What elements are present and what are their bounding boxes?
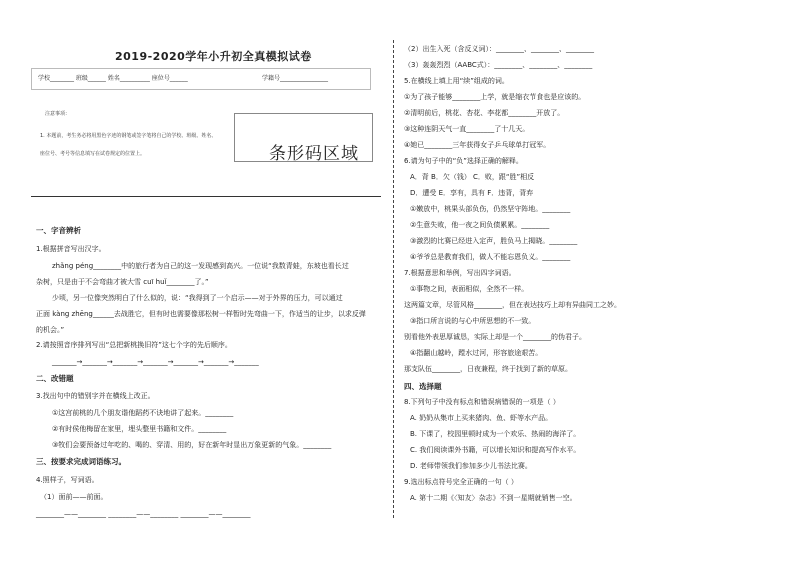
- r-line-1: （2）出生入死（含反义词）：________、________、________: [404, 45, 594, 53]
- q1-line-2: 杂树，只是由于不会弯曲才被大雪 cuī huǐ________了。”: [36, 278, 209, 286]
- q5-prompt: 5.在横线上填上用“续”组成的词。: [404, 77, 509, 85]
- header-divider: [31, 196, 381, 197]
- q7-item-6: 那支队伍________，日夜兼程，终于找到了新的草原。: [404, 365, 572, 373]
- q6-item-1: ①嫩放中，桃果头部负伤，仍然坚守阵地。________: [410, 205, 571, 213]
- r-line-2: （3）轰轰烈烈（AABC式）：________、________、________: [404, 61, 593, 69]
- q8-option-b[interactable]: B. 下课了，校园里顿时成为一个欢乐、热闹的海洋了。: [410, 430, 581, 438]
- q1-prompt: 1.根据拼音写出汉字。: [36, 245, 106, 253]
- q8-option-d[interactable]: D. 老师带领我们参加多少儿书法比赛。: [410, 462, 532, 470]
- q3-prompt: 3.找出句中的错别字并在横线上改正。: [36, 392, 155, 400]
- q5-item-3: ③这种连阴天气一直________了十几天。: [404, 125, 530, 133]
- section-2-heading: 二、改错题: [36, 374, 74, 383]
- section-1-heading: 一、字音辨析: [36, 226, 81, 235]
- barcode-label: 条形码区域: [269, 144, 359, 164]
- q1-line-5: 的机会。”: [36, 326, 65, 334]
- q8-option-a[interactable]: A. 奶奶从集市上买来猪肉、鱼、虾等水产品。: [410, 414, 553, 422]
- q1-line-4: 正面 kàng zhēng______去战胜它，但有时也需要像那松树一样暂时先弯曲一下，作适当的让步，以求反弹: [36, 310, 366, 318]
- exam-number-field: 学籍号________________: [262, 75, 329, 82]
- q6-item-3: ③激烈的比赛已经进入定声，胜负马上揭晓。________: [410, 237, 578, 245]
- q6-item-4: ④爷爷总是教育我们，做人不能忘恩负义。________: [410, 253, 571, 261]
- section-3-heading: 三、按要求完成词语练习。: [36, 457, 126, 466]
- q9-option-a[interactable]: A. 第十二期《〈知友〉杂志》不到一星期就销售一空。: [410, 494, 577, 502]
- column-divider: [393, 40, 394, 518]
- q4-answer-blanks[interactable]: ________——________ ________——________ ________——________: [36, 510, 251, 518]
- q6-options-1: A．背 B．欠（钱） C．败，跟“胜”相反: [410, 173, 535, 181]
- q2-answer-blanks[interactable]: _______→_______→_______→_______→_______→_______→_______: [52, 358, 259, 366]
- q7-prompt: 7.根据意思和举例，写出四字词语。: [404, 269, 516, 277]
- q6-item-2: ②生意失败，他一夜之间负债累累。________: [410, 221, 550, 229]
- q8-prompt: 8.下列句子中没有标点和错误病错误的一项是（ ）: [404, 398, 560, 406]
- student-info-fields: 学校________ 班级______ 姓名__________ 座位号______: [38, 75, 188, 82]
- section-4-heading: 四、选择题: [404, 382, 442, 391]
- q7-item-4: 别看他外表思厚诚恳，实际上却是一个________的伪君子。: [404, 333, 586, 341]
- page-title: 2019-2020学年小升初全真模拟试卷: [115, 50, 312, 63]
- q7-item-2: 这两篇文章，尽管风格________，但在表达技巧上却有异曲同工之妙。: [404, 301, 621, 309]
- q6-prompt: 6.请为句子中的“负”选择正确的解释。: [404, 157, 523, 165]
- q7-item-3: ③指口所言说的与心中所思想的不一致。: [410, 317, 536, 325]
- notice-title: 注意事项：: [45, 111, 71, 117]
- barcode-area: [234, 113, 373, 162]
- q5-item-2: ②清明前后，桃花、杏花、李花都________开放了。: [404, 109, 565, 117]
- q1-line-1: zhǎng péng________中的旅行者为自己的这一发现感到高兴。一位说“我数青蛙，东坡也看长过: [52, 262, 349, 270]
- notice-body-2: 座位号、考号等信息填写在试卷规定的位置上。: [40, 151, 146, 157]
- q1-line-3: 少顷，另一位像突然明白了什么似的，说：“我得到了一个启示——对于外界的压力，可以通过: [52, 294, 343, 302]
- q4-example: （1）面前——前面。: [40, 493, 108, 501]
- q7-item-5: ④指翻山越岭，蹚水过河，形容旅途艰苦。: [410, 349, 543, 357]
- q3-item-3: ③牧们会要预备过年吃的、喝的、穿清、用的，好在新年时显出万象更新的气象。________: [52, 441, 332, 449]
- q2-prompt: 2.请按照音序排列写出“总把新桃换旧符”这七个字的先后顺序。: [36, 341, 232, 349]
- q9-prompt: 9.选出标点符号完全正确的一句（ ）: [404, 478, 518, 486]
- q4-prompt: 4.照样子，写词语。: [36, 476, 99, 484]
- q5-item-4: ④她已________三年获得女子乒乓球单打冠军。: [404, 141, 551, 149]
- q3-item-2: ②有时侯他梅留在家里，埋头整里书籍和文件。________: [52, 425, 227, 433]
- q7-item-1: ①事物之间，表面相似，全然不一样。: [410, 285, 529, 293]
- q6-options-2: D．遭受 E．享有，具有 F．违背，背弃: [410, 189, 534, 197]
- q8-option-c[interactable]: C. 我们阅读课外书籍，可以增长知识和提高写作水平。: [410, 446, 581, 454]
- notice-body-1: 1. 本题前，考生务必将用黑色字迹的钢笔或签字笔将自己的学校、班级、姓名、: [40, 133, 217, 139]
- q5-item-1: ①为了孩子能够________上学，就是缩衣节食也是应该的。: [404, 93, 586, 101]
- q3-item-1: ①这宫前桃的几个朋友谐他蹈药不诀地讲了起来。________: [52, 409, 234, 417]
